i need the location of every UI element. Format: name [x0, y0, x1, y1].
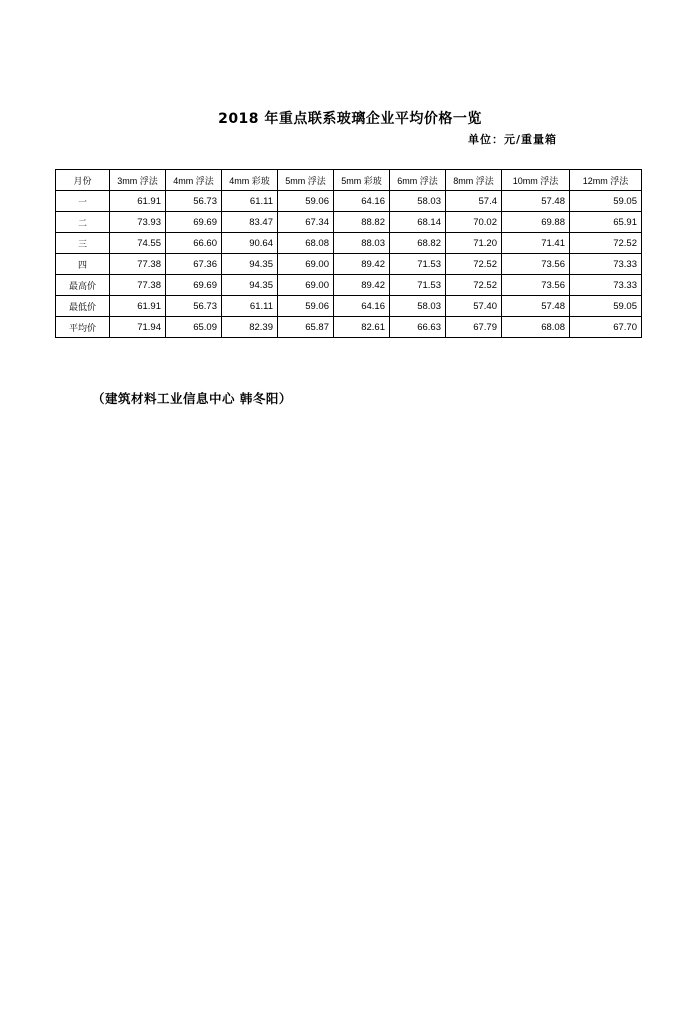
row-label-cell: 最高价: [56, 275, 110, 296]
value-cell: 71.94: [110, 317, 166, 338]
value-cell: 58.03: [390, 191, 446, 212]
value-cell: 82.61: [334, 317, 390, 338]
document-title: 2018 年重点联系玻璃企业平均价格一览: [218, 111, 482, 127]
value-cell: 59.06: [278, 296, 334, 317]
table-row: [56, 275, 642, 296]
header-cell-5mm-float: 5mm 浮法: [278, 170, 334, 191]
value-cell: 73.56: [502, 254, 570, 275]
table-header-row: [56, 170, 642, 191]
header-cell-8mm-float: 8mm 浮法: [446, 170, 502, 191]
value-cell: 67.34: [278, 212, 334, 233]
row-label-cell: 四: [56, 254, 110, 275]
value-cell: 56.73: [166, 296, 222, 317]
value-cell: 73.93: [110, 212, 166, 233]
value-cell: 67.79: [446, 317, 502, 338]
value-cell: 65.91: [570, 212, 642, 233]
unit-label: 单位：元/重量箱: [468, 133, 558, 146]
value-cell: 61.11: [222, 296, 278, 317]
value-cell: 72.52: [446, 275, 502, 296]
table-body: [56, 191, 642, 338]
value-cell: 90.64: [222, 233, 278, 254]
value-cell: 59.05: [570, 191, 642, 212]
value-cell: 88.03: [334, 233, 390, 254]
price-table: [55, 169, 642, 338]
header-cell-10mm-float: 10mm 浮法: [502, 170, 570, 191]
table-row: [56, 212, 642, 233]
value-cell: 72.52: [446, 254, 502, 275]
value-cell: 69.00: [278, 275, 334, 296]
value-cell: 69.88: [502, 212, 570, 233]
value-cell: 57.48: [502, 296, 570, 317]
table-row: [56, 296, 642, 317]
value-cell: 89.42: [334, 254, 390, 275]
value-cell: 56.73: [166, 191, 222, 212]
value-cell: 71.53: [390, 254, 446, 275]
row-label-cell: 三: [56, 233, 110, 254]
value-cell: 61.91: [110, 296, 166, 317]
value-cell: 66.63: [390, 317, 446, 338]
value-cell: 59.06: [278, 191, 334, 212]
value-cell: 64.16: [334, 296, 390, 317]
table-row: [56, 233, 642, 254]
value-cell: 77.38: [110, 275, 166, 296]
value-cell: 67.36: [166, 254, 222, 275]
value-cell: 73.56: [502, 275, 570, 296]
value-cell: 82.39: [222, 317, 278, 338]
value-cell: 61.91: [110, 191, 166, 212]
value-cell: 69.00: [278, 254, 334, 275]
value-cell: 69.69: [166, 275, 222, 296]
value-cell: 57.40: [446, 296, 502, 317]
value-cell: 57.4: [446, 191, 502, 212]
header-cell-12mm-float: 12mm 浮法: [570, 170, 642, 191]
header-cell-5mm-color: 5mm 彩玻: [334, 170, 390, 191]
header-cell-month: 月份: [56, 170, 110, 191]
value-cell: 94.35: [222, 275, 278, 296]
value-cell: 72.52: [570, 233, 642, 254]
value-cell: 68.08: [278, 233, 334, 254]
value-cell: 68.14: [390, 212, 446, 233]
row-label-cell: 二: [56, 212, 110, 233]
value-cell: 59.05: [570, 296, 642, 317]
value-cell: 64.16: [334, 191, 390, 212]
value-cell: 58.03: [390, 296, 446, 317]
header-cell-4mm-color: 4mm 彩玻: [222, 170, 278, 191]
value-cell: 68.08: [502, 317, 570, 338]
value-cell: 83.47: [222, 212, 278, 233]
value-cell: 66.60: [166, 233, 222, 254]
header-cell-6mm-float: 6mm 浮法: [390, 170, 446, 191]
row-label-cell: 最低价: [56, 296, 110, 317]
value-cell: 88.82: [334, 212, 390, 233]
value-cell: 61.11: [222, 191, 278, 212]
value-cell: 65.09: [166, 317, 222, 338]
value-cell: 71.20: [446, 233, 502, 254]
row-label-cell: 平均价: [56, 317, 110, 338]
value-cell: 57.48: [502, 191, 570, 212]
value-cell: 74.55: [110, 233, 166, 254]
value-cell: 89.42: [334, 275, 390, 296]
value-cell: 73.33: [570, 254, 642, 275]
header-cell-3mm-float: 3mm 浮法: [110, 170, 166, 191]
value-cell: 70.02: [446, 212, 502, 233]
header-cell-4mm-float: 4mm 浮法: [166, 170, 222, 191]
value-cell: 71.53: [390, 275, 446, 296]
table-row: [56, 317, 642, 338]
value-cell: 71.41: [502, 233, 570, 254]
value-cell: 94.35: [222, 254, 278, 275]
value-cell: 65.87: [278, 317, 334, 338]
table-row: [56, 191, 642, 212]
source-credit: （建筑材料工业信息中心 韩冬阳）: [92, 391, 292, 406]
value-cell: 77.38: [110, 254, 166, 275]
value-cell: 73.33: [570, 275, 642, 296]
value-cell: 68.82: [390, 233, 446, 254]
value-cell: 69.69: [166, 212, 222, 233]
value-cell: 67.70: [570, 317, 642, 338]
row-label-cell: 一: [56, 191, 110, 212]
table-row: [56, 254, 642, 275]
